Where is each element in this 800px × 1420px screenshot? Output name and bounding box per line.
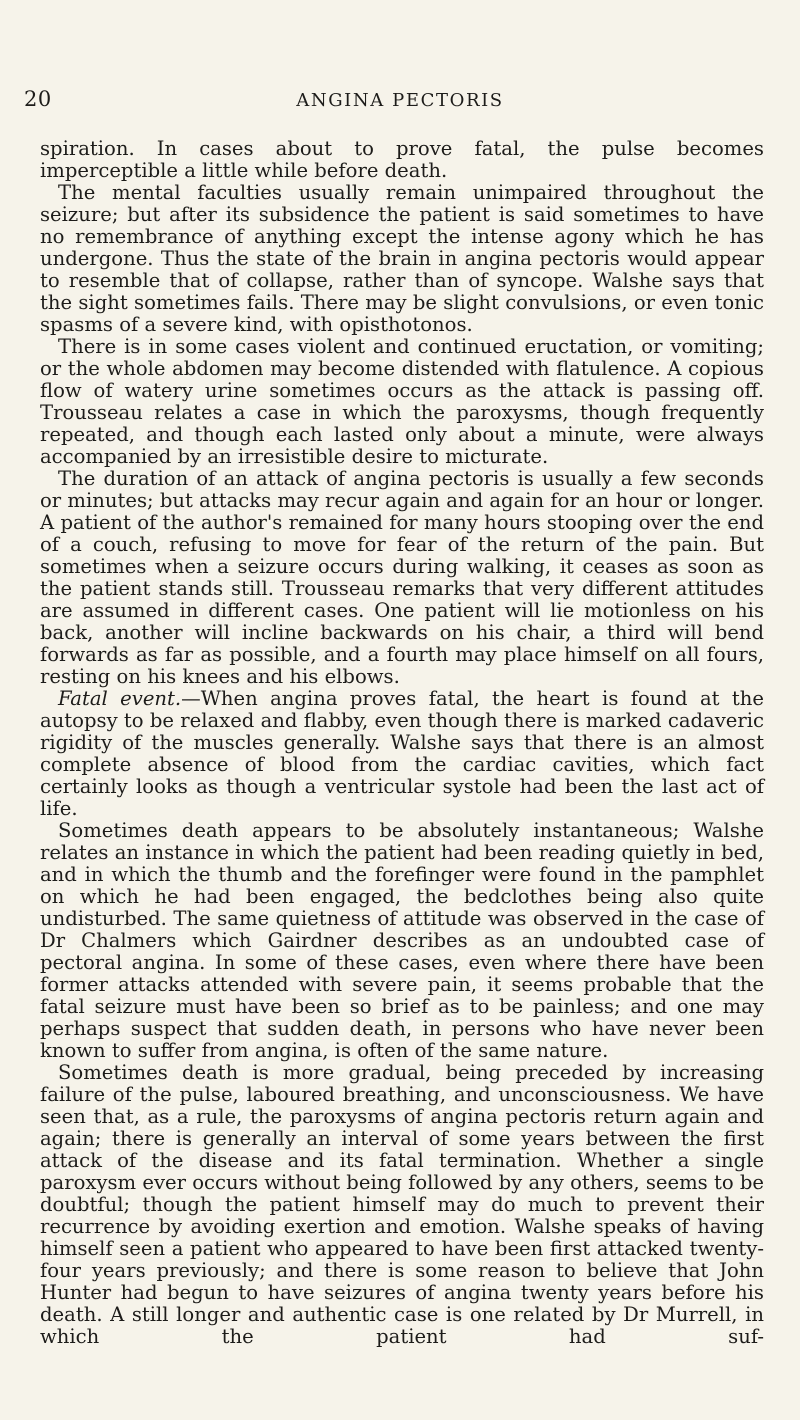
paragraph: The mental faculties usually remain unimpaired throughout the seizure; but after its subsidence the patient is said sometimes to have no remembrance of anything except the intense agony which he has undergone. Thus the state of the brain in angina pectoris would appear to resemble that of collapse, rather than of syncope. Walshe says that the sight sometimes fails. There may be slight convulsions, or even tonic spasms of a severe kind, with opisthotonos.	[40, 181, 764, 336]
paragraph: spiration. In cases about to prove fatal, the pulse becomes imperceptible a little while before death.	[40, 137, 764, 182]
paragraph: Sometimes death is more gradual, being preceded by increasing failure of the pulse, laboured breathing, and unconsciousness. We have seen that, as a rule, the paroxysms of angina pectoris return again and again; there is generally an interval of some years between the first attack of the disease and its fatal termination. Whether a single paroxysm ever occurs without being followed by any others, seems to be doubtful; though the patient himself may do much to prevent their recurrence by avoiding exertion and emotion. Walshe speaks of having himself seen a patient who appeared to have been first attacked twenty-four years previously; and there is some reason to believe that John Hunter had begun to have seizures of angina twenty years before his death. A still longer and authentic case is one related by Dr Murrell, in which the patient had suf-	[40, 1061, 764, 1348]
body-text	[40, 138, 764, 1348]
section-heading: Fatal event.	[58, 687, 182, 710]
paragraph-text: When angina proves fatal, the heart is found at the autopsy to be relaxed and flabby, even though there is marked cadaveric rigidity of the muscles generally. Walshe says that there is an almost complete absence of blood from the cardiac cavities, which fact certainly looks as though a ventricular systole had been the last act of life.	[40, 687, 764, 820]
em-dash: —	[181, 687, 201, 710]
paragraph: The duration of an attack of angina pectoris is usually a few seconds or minutes; but attacks may recur again and again for an hour or longer. A patient of the author's remained for many hours stooping over the end of a couch, refusing to move for fear of the return of the pain. But sometimes when a seizure occurs during walking, it ceases as soon as the patient stands still. Trousseau remarks that very different attitudes are assumed in different cases. One patient will lie motionless on his back, another will incline backwards on his chair, a third will bend forwards as far as possible, and a fourth may place himself on all fours, resting on his knees and his elbows.	[40, 467, 764, 688]
paragraph-fatal-event	[40, 688, 764, 820]
paragraph: There is in some cases violent and continued eructation, or vomiting; or the whole abdomen may become distended with flatulence. A copious flow of watery urine sometimes occurs as the attack is passing off. Trousseau relates a case in which the paroxysms, though frequently repeated, and though each lasted only about a minute, were always accompanied by an irresistible desire to micturate.	[40, 335, 764, 468]
paragraph: Sometimes death appears to be absolutely instantaneous; Walshe relates an instance in which the patient had been reading quietly in bed, and in which the thumb and the forefinger were found in the pamphlet on which he had been engaged, the bedclothes being also quite undisturbed. The same quietness of attitude was observed in the case of Dr Chalmers which Gairdner describes as an undoubted case of pectoral angina. In some of these cases, even where there have been former attacks attended with severe pain, it seems probable that the fatal seizure must have been so brief as to be painless; and one may perhaps suspect that sudden death, in persons who have never been known to suffer from angina, is often of the same nature.	[40, 819, 764, 1062]
running-title: ANGINA PECTORIS	[296, 90, 504, 111]
page-number: 20	[24, 87, 52, 111]
